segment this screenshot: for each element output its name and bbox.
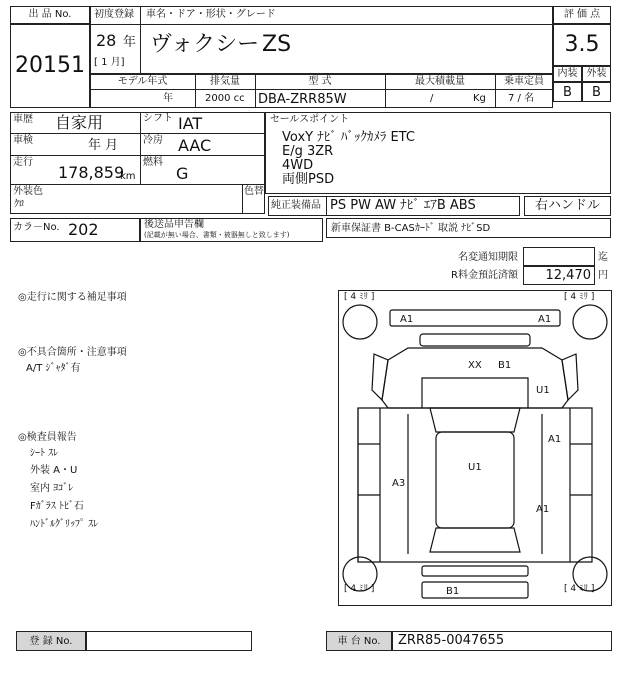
tire-front-right-label: [ 4 ﾐﾘ ]: [564, 292, 595, 302]
car-name: ヴォクシー: [150, 32, 260, 57]
capacity: 7 / 名: [508, 93, 535, 104]
interior-grade: B: [563, 85, 572, 100]
recycle-unit: 円: [598, 270, 608, 281]
reg-no-value: [86, 631, 252, 651]
history: 自家用: [55, 113, 104, 132]
shift: IAT: [178, 114, 203, 133]
fuel: G: [176, 164, 189, 183]
color-change-label: 色替: [244, 186, 264, 197]
exterior-label: 外装: [586, 68, 607, 79]
reg-year-unit: 年: [123, 35, 137, 50]
ext-color-label: 外装色: [13, 186, 43, 197]
roof-shape: [436, 432, 514, 528]
aftermarket-note: (記載が無い場合、書類・被器無しと致します): [144, 231, 290, 239]
capacity-label: 乗車定員: [504, 76, 544, 87]
sales-point-line: 4WD: [282, 158, 314, 173]
max-load-label: 最大積載量: [415, 76, 465, 87]
tire-front-left-icon: [343, 305, 377, 339]
reg-no-label: 登 録 No.: [29, 636, 73, 647]
tire-rear-left-label: [ 4 ﾐﾘ ]: [344, 584, 375, 594]
model-year-label: モデル年式: [117, 76, 168, 87]
interior-label: 内装: [557, 68, 578, 79]
shaken-value: 年 月: [88, 138, 119, 153]
exterior-grade: B: [592, 85, 601, 100]
tire-front-right-icon: [573, 305, 607, 339]
chassis-label: 車 台 No.: [337, 636, 381, 647]
inspector-item: 室内 ﾖｺﾞﾚ: [30, 483, 74, 494]
chassis-no: ZRR85-0047655: [398, 633, 505, 648]
change-notice-unit: 迄: [598, 252, 608, 263]
color-no-label: カラ－No.: [13, 222, 60, 233]
lot-number: 20151: [15, 53, 85, 78]
recycle-value: 12,470: [545, 268, 591, 283]
recycle-label: R料金預託済額: [451, 270, 518, 281]
mark-right-front-fender: U1: [536, 385, 550, 396]
inspector-item: ﾊﾝﾄﾞﾙｸﾞﾘｯﾌﾟ ｽﾚ: [30, 519, 99, 530]
equipment-label: 純正装備品: [271, 200, 321, 211]
type-label: 型 式: [308, 76, 332, 87]
change-notice-label: 名変通知期限: [458, 252, 518, 263]
mileage-label: 走行: [13, 157, 33, 168]
sales-point-line: 両側PSD: [282, 172, 335, 187]
mileage-unit: km: [120, 171, 136, 182]
displacement: 2000 cc: [205, 93, 245, 104]
shaken-label: 車検: [13, 135, 33, 146]
warranty: 新車保証書 B-CASｶｰﾄﾞ 取説 ﾅﾋﾞSD: [331, 223, 491, 234]
front-bumper-shape: [390, 310, 560, 326]
score-label: 評 価 点: [563, 9, 601, 20]
change-notice-value: [523, 247, 595, 266]
ext-color: ｸﾛ: [14, 199, 24, 210]
mark-hood-xx: XX: [468, 360, 482, 371]
car-name-label: 車名・ドア・形状・グレード: [146, 9, 276, 20]
car-diagram: [338, 290, 612, 606]
mileage: 178,859: [58, 163, 125, 182]
sales-point-label: セールスポイント: [270, 114, 350, 125]
color-no: 202: [68, 220, 99, 239]
history-label: 車歴: [13, 114, 33, 125]
details-block: [10, 112, 265, 214]
equipment-items: PS PW AW ﾅﾋﾞ ｴｱB ABS: [330, 198, 476, 213]
tire-rear-right-label: [ 4 ﾐﾘ ]: [564, 584, 595, 594]
lot-label: 出 品 No.: [28, 9, 72, 20]
aftermarket-label: 後送品申告欄: [144, 219, 204, 230]
sales-point-line: E/g 3ZR: [282, 144, 334, 159]
inspector-item: Fｶﾞﾗｽ ﾄﾋﾞ石: [30, 501, 84, 512]
model-code: DBA-ZRR85W: [258, 92, 347, 107]
mark-front-bumper-right: A1: [538, 314, 552, 325]
reg-month: [ 1 月]: [94, 57, 125, 68]
reg-year: 28: [96, 31, 117, 50]
mark-right-rear-door: A1: [536, 504, 550, 515]
inspector-item: 外装 A・U: [30, 465, 78, 476]
mark-hood-b1: B1: [498, 360, 512, 371]
mark-front-bumper-left: A1: [400, 314, 414, 325]
reg-label: 初度登録: [94, 9, 134, 20]
grade: ZS: [262, 32, 292, 57]
displacement-label: 排気量: [210, 76, 240, 87]
front-grille-shape: [420, 334, 530, 346]
tire-front-left-label: [ 4 ﾐﾘ ]: [344, 292, 375, 302]
max-load: /: [430, 93, 434, 104]
defect-item: A/T ｼﾞｬﾀﾞ有: [26, 363, 81, 374]
defects-title: ◎不具合箇所・注意事項: [18, 347, 127, 358]
score: 3.5: [564, 32, 600, 57]
inspector-title: ◎検査員報告: [18, 432, 77, 443]
driving-notes-title: ◎走行に関する補足事項: [18, 292, 127, 303]
mark-roof: U1: [468, 462, 482, 473]
max-load-unit: Kg: [473, 93, 486, 104]
ac: AAC: [178, 136, 212, 155]
model-year-unit: 年: [163, 93, 173, 104]
mark-rear-bumper: B1: [446, 586, 460, 597]
inspector-item: ｼｰﾄ ｽﾚ: [30, 448, 59, 459]
mark-left-side: A3: [392, 478, 406, 489]
mark-right-front-door: A1: [548, 434, 562, 445]
steering: 右ハンドル: [534, 198, 600, 213]
ac-label: 冷房: [143, 135, 163, 146]
shift-label: シフト: [143, 113, 173, 124]
fuel-label: 燃料: [143, 157, 163, 168]
rear-bumper-shape: [422, 582, 528, 598]
sales-point-line: VoxY ﾅﾋﾞ ﾊﾞｯｸｶﾒﾗ ETC: [282, 130, 415, 145]
